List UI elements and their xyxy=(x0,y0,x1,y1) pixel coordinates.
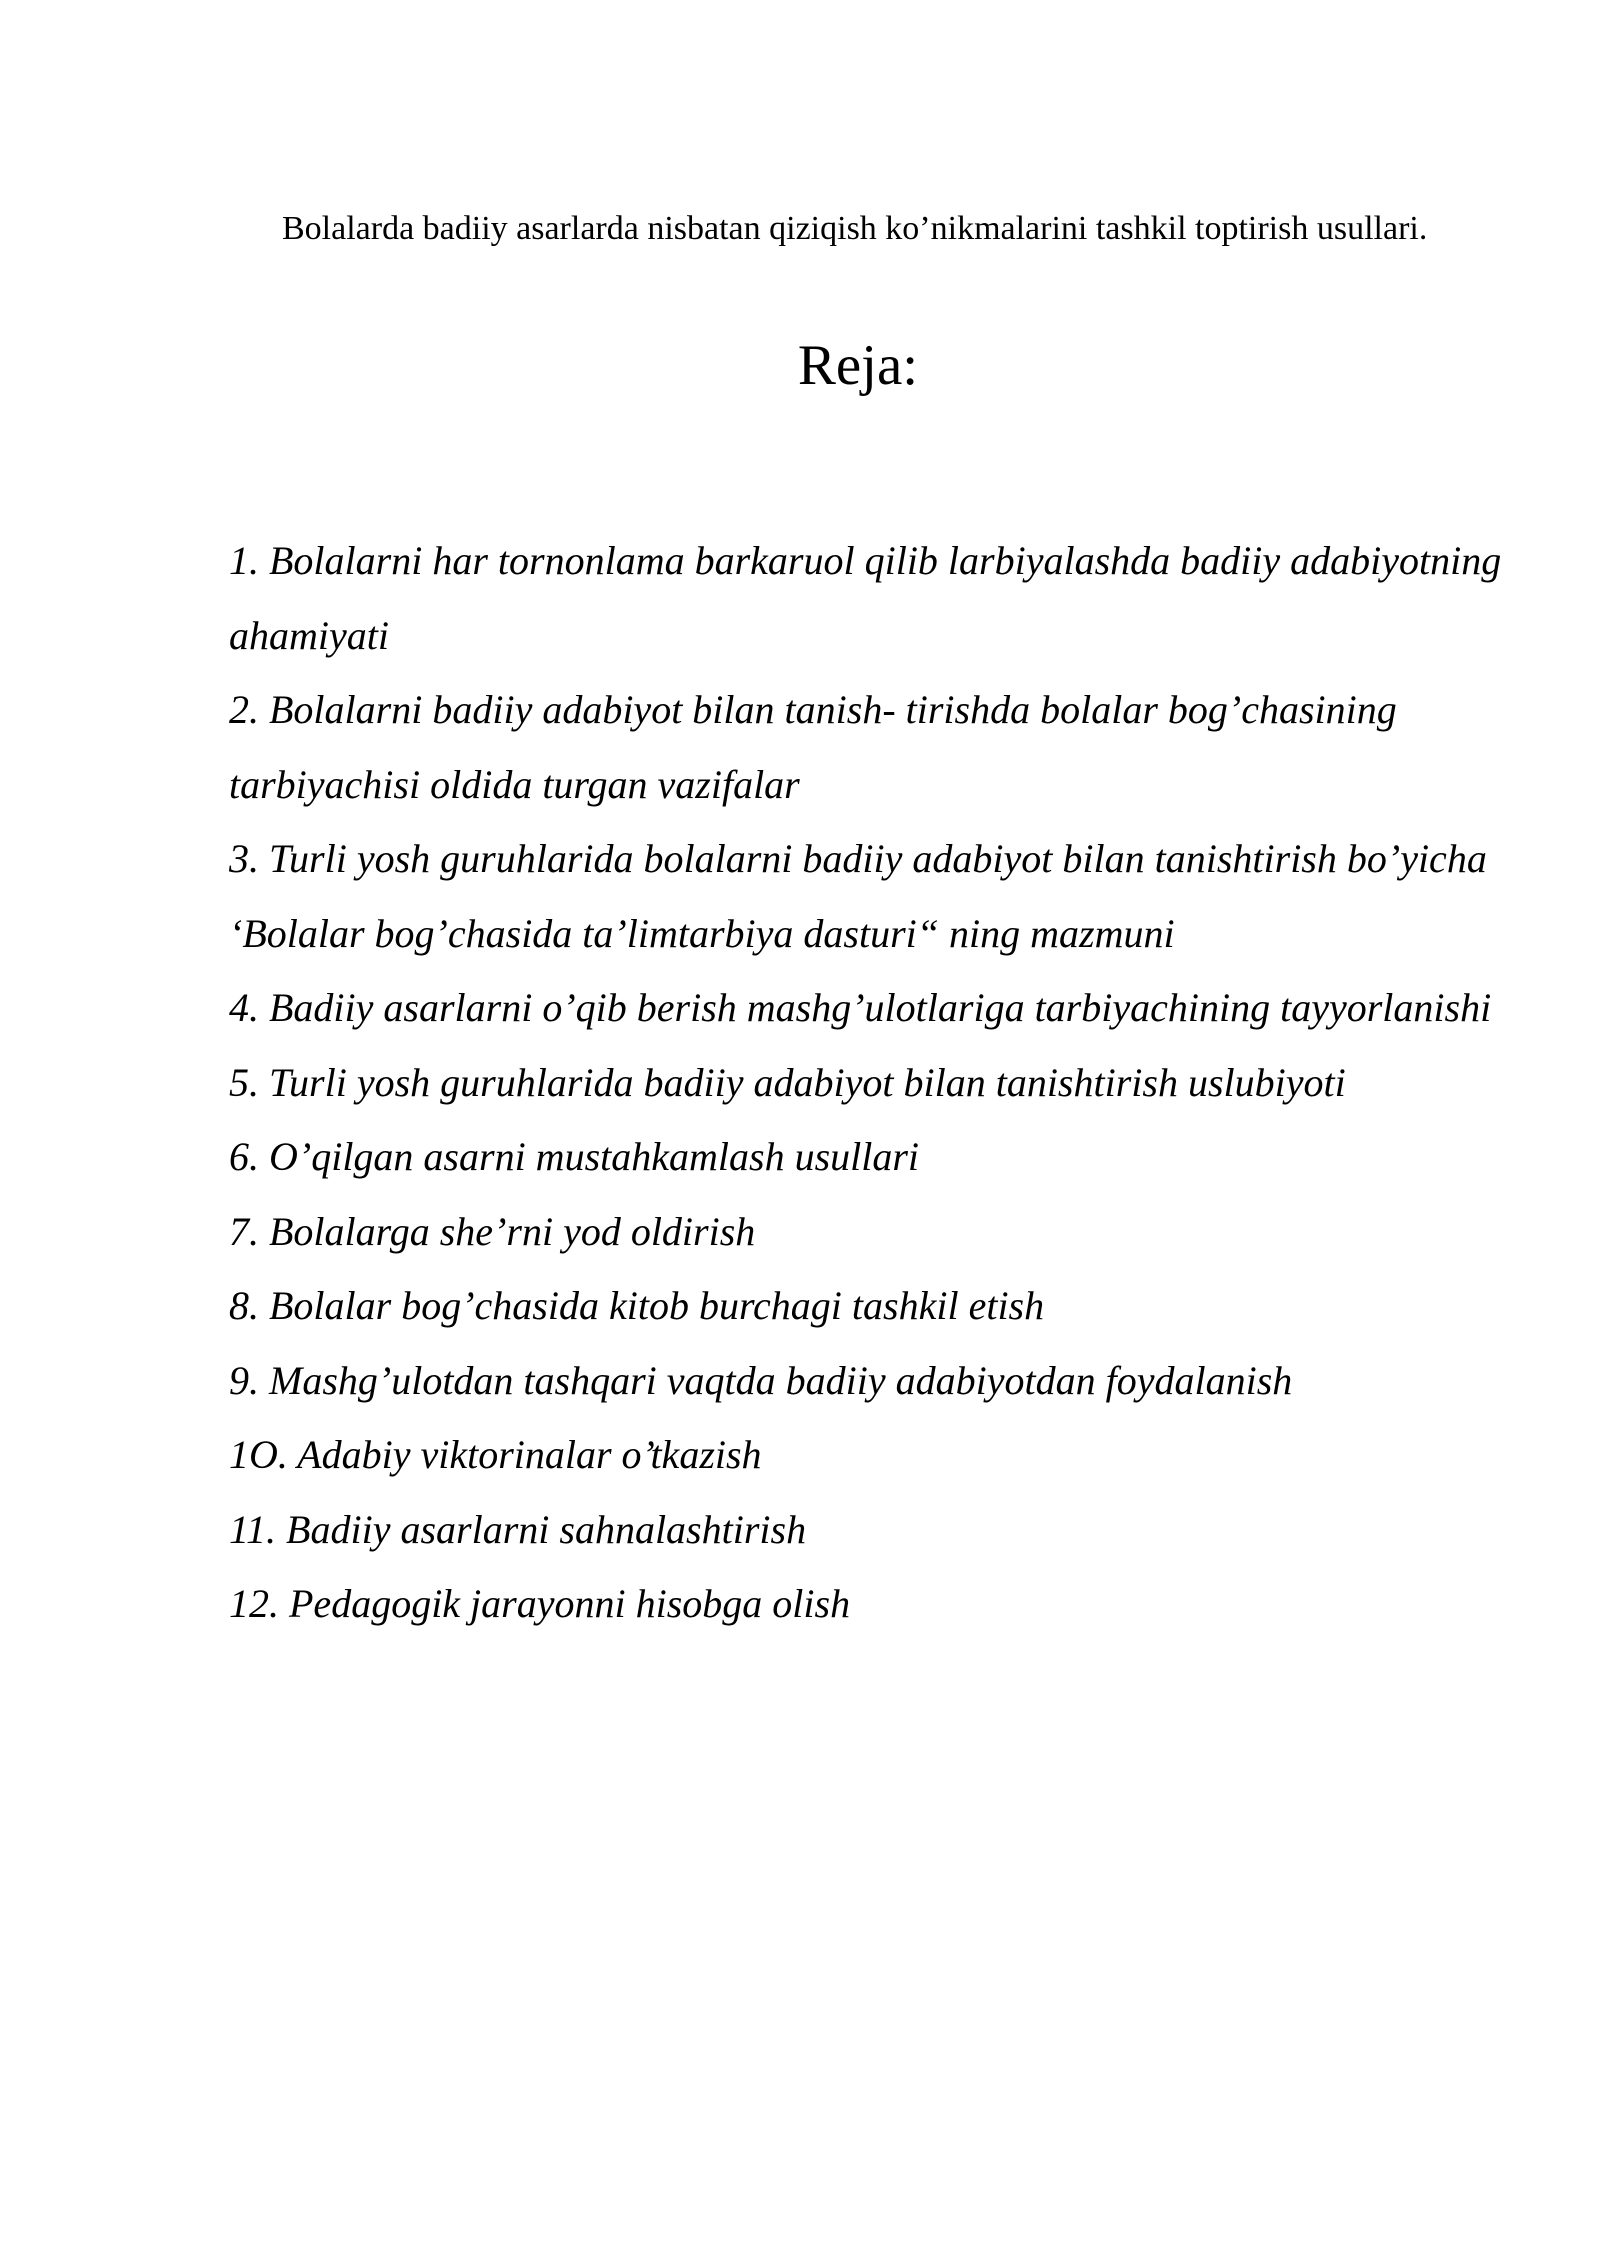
plan-title: Reja: xyxy=(797,334,919,397)
plan-item-12: 12. Pedagogik jarayonni hisobga olish xyxy=(229,1581,851,1626)
plan-item-2: 2. Bolalarni badiiy adabiyot bilan tanish- tirishda bolalar bog’chasining tarbiyachisi oldida turgan vazifalar xyxy=(229,687,1397,807)
plan-item-9: 9. Mashg’ulotdan tashqari vaqtda badiiy adabiyotdan foydalanish xyxy=(229,1357,1293,1403)
plan-item-1: 1. Bolalarni har tornonlama barkaruol qilib larbiyalashda badiiy adabiyotning ahamiyati xyxy=(229,538,1502,658)
plan-item-6: 6. O’qilgan asarni mustahkamlash usullari xyxy=(229,1134,920,1179)
plan-item-11: 11. Badiiy asarlarni sahnalashtirish xyxy=(229,1506,807,1552)
plan-list xyxy=(229,524,1519,1642)
plan-item-4: 4. Badiiy asarlarni o’qib berish mashg’ulotlariga tarbiyachining tayyorlanishi xyxy=(229,985,1492,1030)
plan-item-3: 3. Turli yosh guruhlarida bolalarni badiiy adabiyot bilan tanishtirish bo’yicha ‘Bolalar bog’chasida ta’limtarbiya dasturi“ ning mazmuni xyxy=(229,836,1487,956)
intro-paragraph: Bolalarda badiiy asarlarda nisbatan qiziqish ko’nikmalarini tashkil toptirish usullari. xyxy=(282,210,1428,247)
plan-item-10: 1O. Adabiy viktorinalar o’tkazish xyxy=(229,1432,762,1477)
plan-item-8: 8. Bolalar bog’chasida kitob burchagi tashkil etish xyxy=(229,1283,1045,1328)
plan-item-7: 7. Bolalarga she’rni yod oldirish xyxy=(229,1208,756,1254)
plan-item-5: 5. Turli yosh guruhlarida badiiy adabiyot bilan tanishtirish uslubiyoti xyxy=(229,1059,1346,1105)
